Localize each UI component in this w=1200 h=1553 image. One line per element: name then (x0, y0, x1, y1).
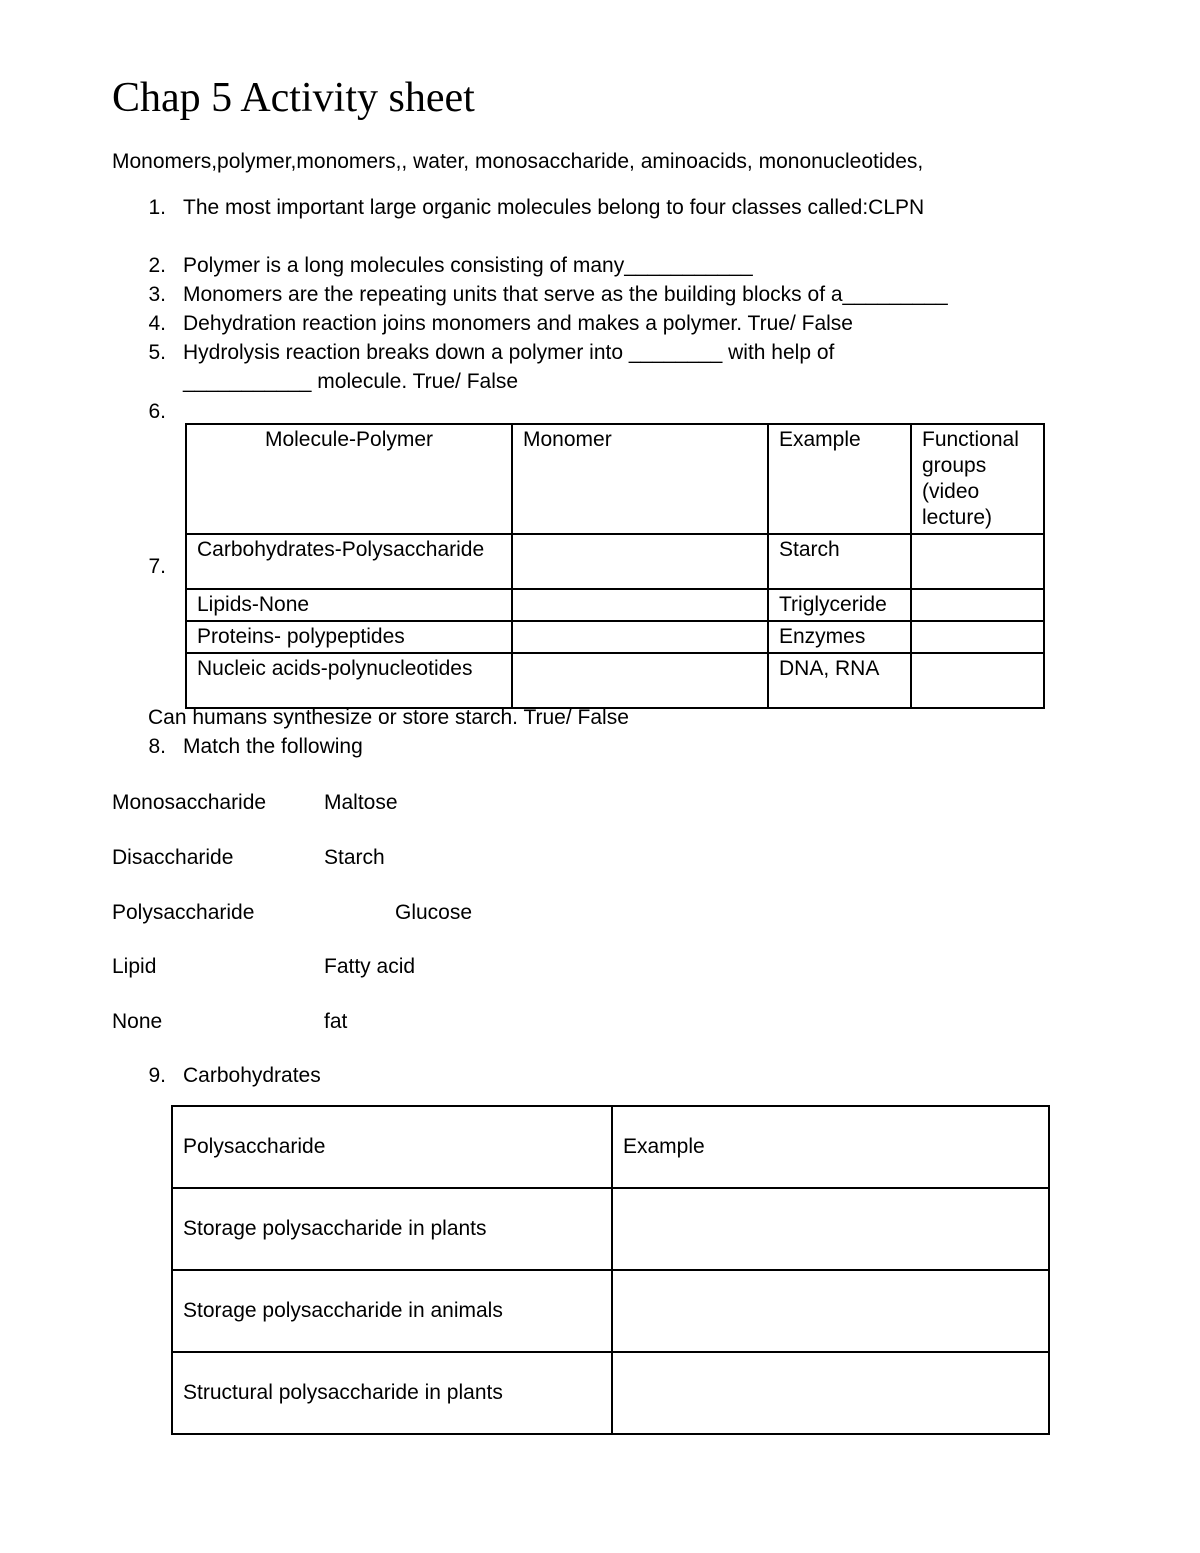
question-number: 7. (148, 555, 166, 578)
table-row (186, 621, 1044, 653)
match-right: Glucose (395, 901, 473, 924)
table-cell[interactable] (911, 534, 1044, 589)
molecule-table (185, 423, 1045, 709)
table-cell[interactable] (512, 653, 768, 708)
match-left: Polysaccharide (112, 901, 255, 924)
question-number: 8. (148, 735, 166, 758)
table-row (172, 1188, 1049, 1270)
question-text: Match the following (183, 735, 363, 758)
table-cell: Storage polysaccharide in plants (172, 1188, 612, 1270)
question-text: Can humans synthesize or store starch. True/ False (148, 706, 629, 729)
table-row (186, 589, 1044, 621)
table-header-row (186, 424, 1044, 534)
question-number: 9. (148, 1064, 166, 1087)
question-text-line1: Hydrolysis reaction breaks down a polymer into ________ with help of (183, 341, 835, 364)
question-text: Carbohydrates (183, 1064, 321, 1087)
header-cell: Example (768, 424, 911, 534)
question-text: The most important large organic molecules belong to four classes called:CLPN (183, 196, 925, 219)
table-cell: Proteins- polypeptides (186, 621, 512, 653)
question-number: 2. (148, 254, 166, 277)
table-cell: DNA, RNA (768, 653, 911, 708)
page-title: Chap 5 Activity sheet (112, 75, 475, 121)
question-text: Monomers are the repeating units that serve as the building blocks of a_________ (183, 283, 948, 306)
table-cell: Structural polysaccharide in plants (172, 1352, 612, 1434)
question-text: Dehydration reaction joins monomers and makes a polymer. True/ False (183, 312, 853, 335)
table-cell: Carbohydrates-Polysaccharide (186, 534, 512, 589)
match-right: Maltose (324, 791, 398, 814)
header-cell: Molecule-Polymer (186, 424, 512, 534)
match-left: Lipid (112, 955, 157, 978)
table-cell: Enzymes (768, 621, 911, 653)
table-cell: Starch (768, 534, 911, 589)
match-left: None (112, 1010, 163, 1033)
table-cell[interactable] (911, 589, 1044, 621)
table-cell[interactable] (612, 1270, 1049, 1352)
table-cell: Triglyceride (768, 589, 911, 621)
table-cell[interactable] (512, 589, 768, 621)
question-text-line2: ___________ molecule. True/ False (183, 370, 519, 393)
carbohydrates-table (171, 1105, 1050, 1435)
table-row (186, 534, 1044, 589)
table-row (186, 653, 1044, 708)
table-cell[interactable] (512, 534, 768, 589)
table-row (172, 1270, 1049, 1352)
question-number: 6. (148, 400, 166, 423)
question-text: Polymer is a long molecules consisting of many___________ (183, 254, 753, 277)
table-cell[interactable] (612, 1188, 1049, 1270)
header-cell: Functional groups (video lecture) (911, 424, 1044, 534)
question-number: 3. (148, 283, 166, 306)
table-row (172, 1352, 1049, 1434)
header-cell: Polysaccharide (172, 1106, 612, 1188)
table-cell: Lipids-None (186, 589, 512, 621)
table-cell: Storage polysaccharide in animals (172, 1270, 612, 1352)
table-header-row (172, 1106, 1049, 1188)
match-right: Fatty acid (324, 955, 416, 978)
word-bank: Monomers,polymer,monomers,, water, monosaccharide, aminoacids, mononucleotides, (112, 150, 924, 173)
table-cell[interactable] (911, 653, 1044, 708)
question-number: 1. (148, 196, 166, 219)
match-left: Monosaccharide (112, 791, 267, 814)
header-cell: Example (612, 1106, 1049, 1188)
table-cell[interactable] (612, 1352, 1049, 1434)
match-left: Disaccharide (112, 846, 234, 869)
match-right: fat (324, 1010, 348, 1033)
question-number: 4. (148, 312, 166, 335)
table-cell[interactable] (911, 621, 1044, 653)
table-cell: Nucleic acids-polynucleotides (186, 653, 512, 708)
match-right: Starch (324, 846, 385, 869)
table-cell[interactable] (512, 621, 768, 653)
question-number: 5. (148, 341, 166, 364)
header-cell: Monomer (512, 424, 768, 534)
